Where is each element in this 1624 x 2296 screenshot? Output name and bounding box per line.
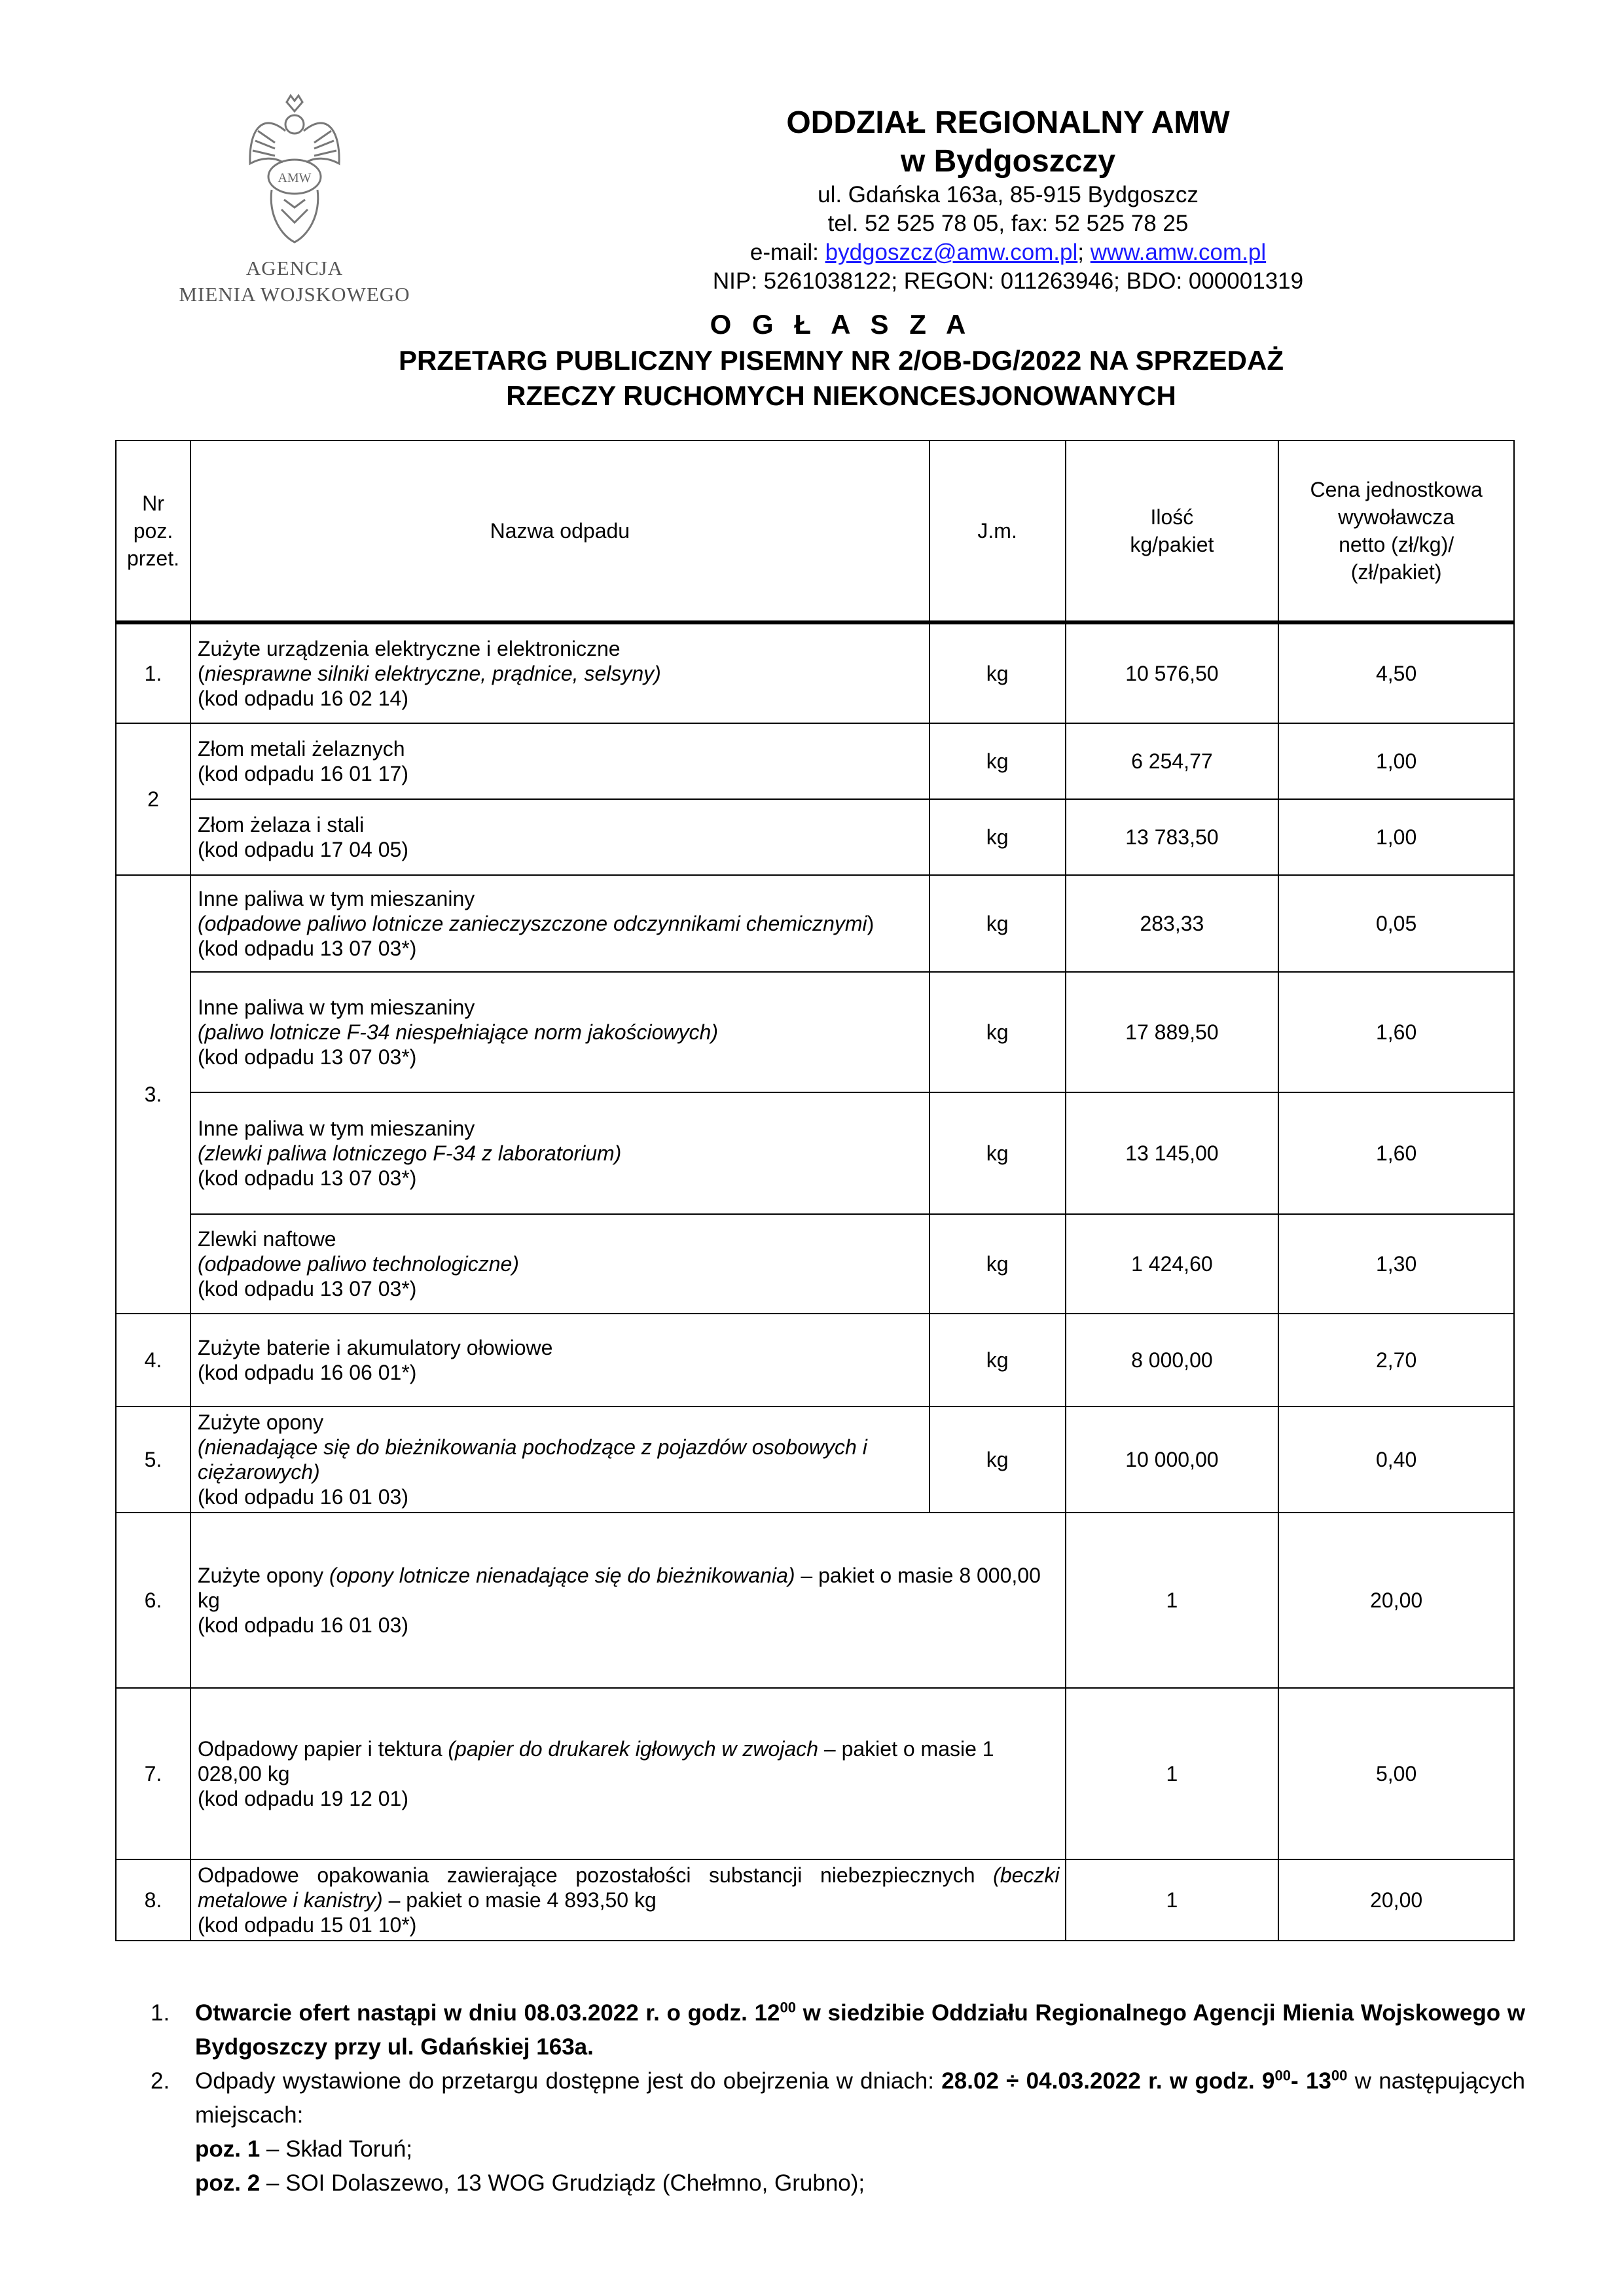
table-row — [116, 972, 1514, 1092]
table-row — [116, 1314, 1514, 1407]
row-price: 1,30 — [1278, 1214, 1514, 1314]
contact-separator: ; — [1077, 240, 1091, 265]
row-desc: (nienadające się do bieżnikowania pochodzące z pojazdów osobowych i ciężarowych) — [197, 1435, 867, 1484]
row-tail: – pakiet o masie 8 000,00 kg — [197, 1564, 1041, 1612]
row-title-line — [198, 1736, 1060, 1786]
row-price: 1,60 — [1278, 1092, 1514, 1214]
notes-list — [151, 1996, 1525, 2200]
note-number: 1. — [151, 2000, 170, 2026]
auction-items-table — [115, 440, 1515, 1941]
row-unit: kg — [929, 1407, 1066, 1513]
location-label: poz. 2 — [195, 2170, 261, 2196]
row-price: 20,00 — [1278, 1859, 1514, 1941]
note-bold: Otwarcie ofert nastąpi w dniu 08.03.2022 r. o godz. 12 — [195, 2000, 780, 2026]
row-title: Zużyte baterie i akumulatory ołowiowe — [197, 1336, 553, 1359]
header-price-line: netto (zł/kg)/ — [1339, 533, 1454, 556]
row-title: Odpadowe opakowania zawierające pozostałości substancji niebezpiecznych — [197, 1863, 994, 1887]
row-desc: (odpadowe paliwo technologiczne) — [197, 1252, 519, 1276]
header-price-line: Cena jednostkowa — [1310, 478, 1483, 501]
table-row — [116, 1688, 1514, 1859]
row-qty: 17 889,50 — [1066, 972, 1279, 1092]
row-unit: kg — [929, 1092, 1066, 1214]
amw-logo — [157, 85, 432, 314]
row-title: Zużyte opony — [197, 1564, 329, 1587]
row-code: (kod odpadu 13 07 03*) — [197, 1277, 417, 1300]
row-desc: (opony lotnicze nienadające się do bieżnikowania) — [329, 1564, 795, 1587]
table-row — [116, 1092, 1514, 1214]
row-qty: 13 145,00 — [1066, 1092, 1279, 1214]
row-title: Inne paliwa w tym mieszaniny — [197, 1117, 475, 1140]
row-desc: (beczki metalowe i kanistry) — [197, 1863, 1060, 1912]
row-qty: 13 783,50 — [1066, 799, 1279, 875]
note-text-part: Odpady wystawione do przetargu dostępne jest do obejrzenia w dniach: — [195, 2068, 942, 2094]
row-qty: 10 576,50 — [1066, 622, 1279, 723]
office-contact — [576, 238, 1440, 267]
office-city: w Bydgoszczy — [900, 144, 1116, 179]
row-price: 1,60 — [1278, 972, 1514, 1092]
row-price: 5,00 — [1278, 1688, 1514, 1859]
eagle-emblem-icon — [242, 85, 347, 255]
header-unit: J.m. — [929, 440, 1066, 622]
row-name — [190, 1214, 929, 1314]
announcement-title-2: RZECZY RUCHOMYCH NIEKONCESJONOWANYCH — [506, 380, 1176, 411]
table-row — [116, 799, 1514, 875]
announcement — [164, 306, 1519, 414]
table-row — [116, 723, 1514, 799]
row-name — [190, 1407, 929, 1513]
table-row — [116, 1214, 1514, 1314]
table-row — [116, 1859, 1514, 1941]
indent — [151, 2132, 195, 2166]
row-code: (kod odpadu 17 04 05) — [197, 838, 408, 861]
row-name — [190, 622, 929, 723]
location-label: poz. 1 — [195, 2136, 261, 2162]
table-row — [116, 1407, 1514, 1513]
row-name — [190, 1314, 929, 1407]
note-item — [151, 2064, 1525, 2132]
row-desc-paren: ) — [867, 912, 875, 935]
location-text — [195, 2166, 1525, 2200]
row-desc-paren: ( — [197, 662, 205, 685]
office-phone: tel. 52 525 78 05, fax: 52 525 78 25 — [827, 211, 1189, 236]
row-desc: (zlewki paliwa lotniczego F-34 z laboratorium) — [197, 1141, 622, 1165]
office-title: ODDZIAŁ REGIONALNY AMW — [786, 105, 1230, 140]
header-nr — [116, 440, 190, 622]
row-price: 1,00 — [1278, 723, 1514, 799]
note-sup: 00 — [1274, 2067, 1291, 2084]
note-bold: w siedzibie Oddziału Regionalnego Agencji Mienia Wojskowego w Bydgoszczy przy ul. Gdańskiej 163a. — [195, 2000, 1525, 2060]
row-code: (kod odpadu 16 01 03) — [197, 1613, 408, 1637]
row-nr: 5. — [116, 1407, 190, 1513]
row-nr: 4. — [116, 1314, 190, 1407]
row-code: (kod odpadu 13 07 03*) — [197, 1045, 417, 1069]
row-desc-line — [198, 911, 924, 936]
note-text — [195, 2064, 1525, 2132]
location-item — [151, 2166, 1525, 2200]
announcement-title-1: PRZETARG PUBLICZNY PISEMNY NR 2/OB-DG/2022 NA SPRZEDAŻ — [399, 345, 1284, 376]
row-name — [190, 875, 929, 972]
email-link[interactable]: bydgoszcz@amw.com.pl — [825, 240, 1078, 265]
row-nr: 3. — [116, 875, 190, 1314]
row-name — [190, 972, 929, 1092]
row-qty: 6 254,77 — [1066, 723, 1279, 799]
table-row — [116, 622, 1514, 723]
row-unit: kg — [929, 875, 1066, 972]
logo-badge-text: AMW — [278, 171, 312, 185]
row-code: (kod odpadu 16 01 17) — [197, 762, 408, 785]
location-desc: – SOI Dolaszewo, 13 WOG Grudziądz (Chełmno, Grubno); — [260, 2170, 865, 2196]
header-price — [1278, 440, 1514, 622]
row-unit: kg — [929, 972, 1066, 1092]
announcement-ogłasza: O G Ł A S Z A — [710, 309, 973, 340]
row-unit: kg — [929, 1314, 1066, 1407]
row-code: (kod odpadu 16 02 14) — [197, 687, 408, 710]
location-desc: – Skład Toruń; — [260, 2136, 413, 2162]
logo-text-agencja: AGENCJA — [245, 257, 344, 279]
row-title: Zlewki naftowe — [197, 1227, 336, 1251]
row-title: Odpadowy papier i tektura — [197, 1737, 448, 1761]
note-sup: 00 — [1331, 2067, 1348, 2084]
note-bold: 28.02 ÷ 04.03.2022 r. w godz. 9 — [941, 2068, 1275, 2094]
row-qty: 283,33 — [1066, 875, 1279, 972]
row-code: (kod odpadu 16 06 01*) — [197, 1361, 417, 1384]
note-bold: - 13 — [1291, 2068, 1331, 2094]
row-qty: 1 — [1066, 1688, 1279, 1859]
row-code: (kod odpadu 13 07 03*) — [197, 1166, 417, 1190]
table-header-row — [116, 440, 1514, 622]
office-header — [576, 103, 1440, 296]
row-desc: (papier do drukarek igłowych w zwojach — [448, 1737, 818, 1761]
row-title-line — [198, 1563, 1060, 1613]
row-name — [190, 723, 929, 799]
header-qty-line: Ilość — [1150, 505, 1194, 529]
row-code: (kod odpadu 13 07 03*) — [197, 937, 417, 960]
note-item — [151, 1996, 1525, 2064]
row-name — [190, 1513, 1066, 1688]
header-qty-line: kg/pakiet — [1130, 533, 1214, 556]
row-nr: 1. — [116, 622, 190, 723]
row-desc: niesprawne silniki elektryczne, prądnice, selsyny) — [204, 662, 661, 685]
office-address: ul. Gdańska 163a, 85-915 Bydgoszcz — [818, 182, 1199, 207]
row-code: (kod odpadu 16 01 03) — [197, 1485, 408, 1509]
row-nr: 6. — [116, 1513, 190, 1688]
header-price-line: wywoławcza — [1338, 505, 1455, 529]
note-sup: 00 — [780, 1999, 796, 2016]
header-nr-line: Nr — [142, 492, 164, 515]
location-item — [151, 2132, 1525, 2166]
row-desc: (odpadowe paliwo lotnicze zanieczyszczone odczynnikami chemicznymi — [197, 912, 867, 935]
row-unit: kg — [929, 622, 1066, 723]
row-tail: – pakiet o masie 1 028,00 kg — [197, 1737, 994, 1785]
header-qty — [1066, 440, 1279, 622]
row-name — [190, 799, 929, 875]
location-text — [195, 2132, 1525, 2166]
row-qty: 1 — [1066, 1513, 1279, 1688]
row-tail: – pakiet o masie 4 893,50 kg — [382, 1888, 657, 1912]
row-price: 1,00 — [1278, 799, 1514, 875]
row-unit: kg — [929, 1214, 1066, 1314]
row-code: (kod odpadu 15 01 10*) — [197, 1913, 417, 1937]
row-price: 2,70 — [1278, 1314, 1514, 1407]
row-price: 4,50 — [1278, 622, 1514, 723]
logo-text-mienia: MIENIA WOJSKOWEGO — [179, 283, 410, 306]
header-nr-line: przet. — [126, 547, 179, 570]
office-ids: NIP: 5261038122; REGON: 011263946; BDO: 000001319 — [712, 268, 1304, 294]
header-nr-line: poz. — [133, 519, 173, 543]
row-qty: 1 — [1066, 1859, 1279, 1941]
row-desc: (paliwo lotnicze F-34 niespełniające norm jakościowych) — [197, 1020, 718, 1044]
row-unit: kg — [929, 723, 1066, 799]
row-title: Złom żelaza i stali — [197, 813, 365, 836]
note-number: 2. — [151, 2068, 170, 2094]
row-title: Inne paliwa w tym mieszaniny — [197, 996, 475, 1019]
note-text-part: w następujących miejscach: — [195, 2068, 1525, 2128]
row-title: Zużyte urządzenia elektryczne i elektroniczne — [197, 637, 621, 660]
header-price-line: (zł/pakiet) — [1350, 560, 1442, 584]
row-unit: kg — [929, 799, 1066, 875]
note-text — [195, 1996, 1525, 2064]
table-row — [116, 875, 1514, 972]
email-label: e-mail: — [749, 240, 825, 265]
row-title-line — [198, 1863, 1060, 1912]
row-code: (kod odpadu 19 12 01) — [197, 1787, 408, 1810]
row-price: 0,05 — [1278, 875, 1514, 972]
row-title: Inne paliwa w tym mieszaniny — [197, 887, 475, 910]
row-price: 20,00 — [1278, 1513, 1514, 1688]
row-nr: 2 — [116, 723, 190, 875]
row-desc-line — [198, 661, 924, 686]
row-name — [190, 1688, 1066, 1859]
website-link[interactable]: www.amw.com.pl — [1090, 240, 1267, 265]
table-row — [116, 1513, 1514, 1688]
row-name — [190, 1092, 929, 1214]
row-name — [190, 1859, 1066, 1941]
row-qty: 1 424,60 — [1066, 1214, 1279, 1314]
row-nr: 7. — [116, 1688, 190, 1859]
row-title: Zużyte opony — [197, 1410, 324, 1434]
row-qty: 8 000,00 — [1066, 1314, 1279, 1407]
row-qty: 10 000,00 — [1066, 1407, 1279, 1513]
row-nr: 8. — [116, 1859, 190, 1941]
indent — [151, 2166, 195, 2200]
row-price: 0,40 — [1278, 1407, 1514, 1513]
row-title: Złom metali żelaznych — [197, 737, 405, 761]
header-name: Nazwa odpadu — [190, 440, 929, 622]
